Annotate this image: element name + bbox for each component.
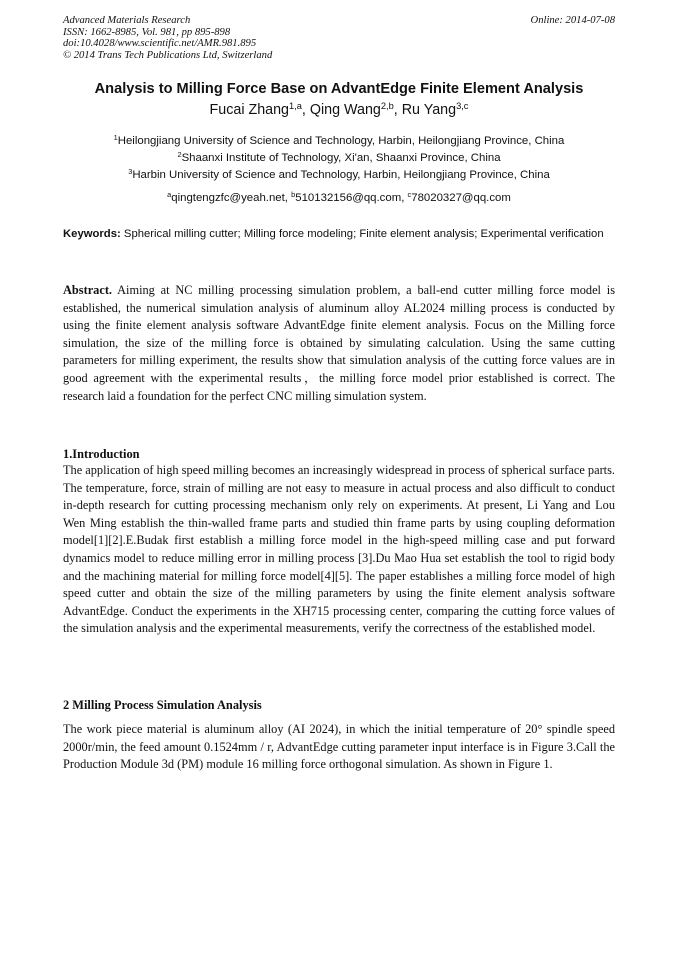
email-mark: c: [407, 189, 412, 199]
abstract-text: Aiming at NC milling processing simulation problem, a ball-end cutter milling force model is established, the numerical simulation analysis of aluminum alloy AL2024 milling process is conducted by using the finite element analysis software AdvantEdge finite element analysis. Focus on the Milling force simulation, the size of the milling force is obtained by simulating calculation. Using the same cutting parameters for milling experiment, the results show that simulation analysis of the cutting force values are in good agreement with the experimental results，the milling force model prior established is correct. The research laid a foundation for the perfect CNC milling simulation system.: [63, 283, 616, 403]
email-mark: b: [291, 189, 296, 199]
keywords-label: Keywords:: [63, 228, 121, 240]
issn-line: ISSN: 1662-8985, Vol. 981, pp 895-898: [63, 26, 231, 38]
keywords-text: Spherical milling cutter; Milling force modeling; Finite element analysis; Experimental verification: [123, 228, 604, 240]
doi-line: doi:10.4028/www.scientific.net/AMR.981.895: [63, 38, 257, 50]
email-address: 510132156@qq.com: [295, 192, 402, 204]
email-mark: a: [167, 189, 172, 199]
introduction-paragraph: The application of high speed milling becomes an increasingly widespread in process of spherical surface parts. The temperature, force, strain of milling are not easy to measure in actual process and also difficult to conduct in-depth research for cutting processing mechanism only rely on experiments. At present, Li Yang and Lou Wen Ming establish the thin-walled frame parts and studied thin frame parts by using coupling deformation model[1][2].E.Budak first establish a milling force model in the high-speed milling case and put forward dynamics model to reduce milling error in milling process [3].Du Mao Hua set establish the tool to rigid body and the machining material for milling force model[4][5]. The paper establishes a milling force model of high speed cutter and obtain the size of the milling parameters by using the finite element analysis software AdvantEdge. Conduct the experiments in the XH715 processing center, comparing the cutting force values of the simulation analysis and the experimental measurements, verify the correctness of the established model.: [63, 463, 615, 636]
abstract-label: Abstract.: [63, 283, 113, 297]
online-date: Online: 2014-07-08: [530, 15, 615, 26]
affiliation-text: Shaanxi Institute of Technology, Xi'an, Shaanxi Province, China: [181, 152, 501, 164]
simulation-paragraph: The work piece material is aluminum alloy (AI 2024), in which the initial temperature of 20° spindle speed 2000r/min, the feed amount 0.1524mm / r, AdvantEdge cutting parameter input interface is in Figure 3.Call the Production Module 3d (PM) module 16 milling force orthogonal simulation. As shown in Figure 1.: [63, 722, 615, 772]
affiliation-mark: 3: [128, 166, 133, 176]
abstract: [63, 282, 615, 405]
affiliation-mark: 1: [113, 132, 118, 142]
section-heading-introduction: 1.Introduction: [63, 447, 140, 461]
author-affiliation-mark: 1,a: [289, 100, 302, 111]
keywords: [63, 225, 615, 243]
author-name: Fucai Zhang: [209, 102, 290, 118]
section-heading-simulation: 2 Milling Process Simulation Analysis: [63, 698, 262, 712]
affiliation-text: Harbin University of Science and Technology, Harbin, Heilongjiang Province, China: [132, 169, 550, 181]
journal-name: Advanced Materials Research: [63, 15, 191, 26]
journal-header: [63, 15, 272, 61]
affiliation-1: [40, 134, 638, 148]
copyright-line: © 2014 Trans Tech Publications Ltd, Switzerland: [63, 49, 273, 61]
email-address: qingtengzfc@yeah.net: [171, 192, 285, 204]
affiliation-text: Heilongjiang University of Science and Technology, Harbin, Heilongjiang Province, China: [117, 135, 565, 147]
affiliation-3: [40, 168, 638, 182]
affiliation-mark: 2: [177, 149, 182, 159]
author-affiliation-mark: 3,c: [456, 100, 469, 111]
paper-title: Analysis to Milling Force Base on AdvantEdge Finite Element Analysis: [94, 81, 584, 97]
author-name: Qing Wang: [309, 102, 381, 118]
affiliation-2: [40, 151, 638, 165]
email-line: $^a$qingtengzfc@yeah.net, $^b$510132156@qq.com, $^c$78020327@qq.com: [167, 189, 511, 204]
email-address: 78020327@qq.com: [411, 192, 511, 204]
author-affiliation-mark: 2,b: [380, 100, 394, 111]
author-list: Fucai Zhang$^{1,a}$, Qing Wang$^{2,b}$, Ru Yang$^{3,c}$: [209, 100, 469, 118]
author-name: Ru Yang: [401, 102, 457, 118]
